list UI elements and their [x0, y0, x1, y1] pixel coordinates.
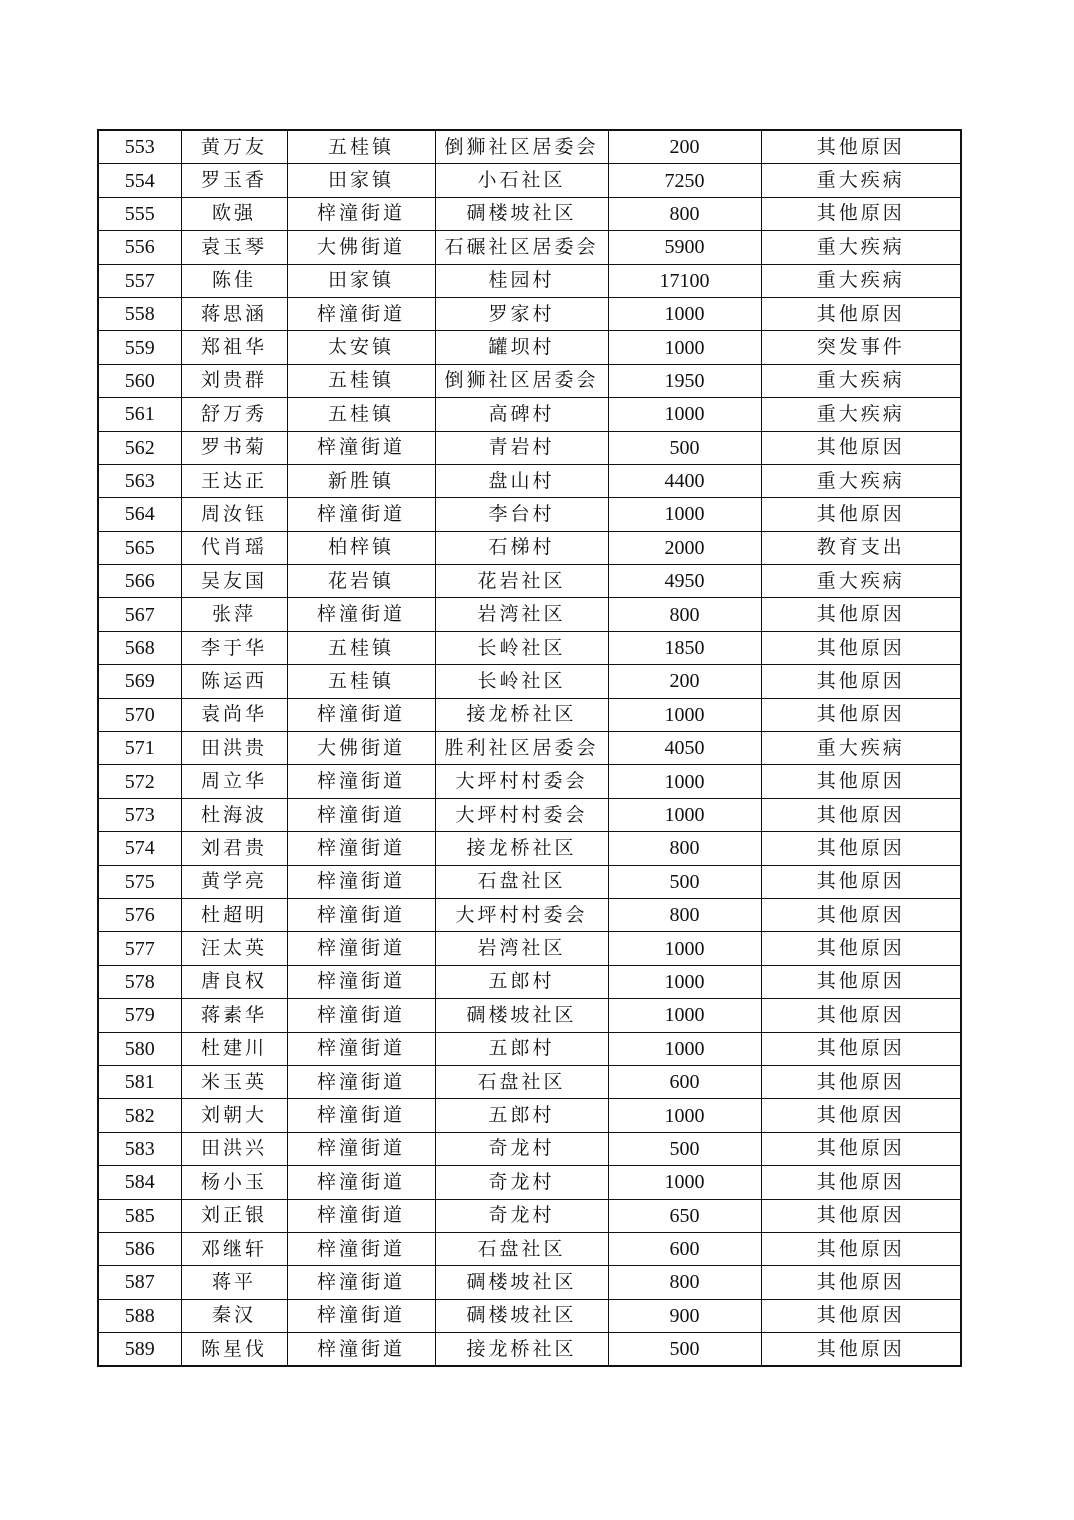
cell-amount: 650 — [608, 1199, 761, 1232]
cell-village: 石梯村 — [435, 531, 608, 564]
cell-amount: 800 — [608, 197, 761, 230]
cell-person-name: 蒋平 — [181, 1266, 287, 1299]
cell-person-name: 刘正银 — [181, 1199, 287, 1232]
cell-town: 梓潼街道 — [287, 1333, 435, 1367]
cell-village: 接龙桥社区 — [435, 1333, 608, 1367]
cell-village: 罗家村 — [435, 297, 608, 330]
cell-town: 梓潼街道 — [287, 1065, 435, 1098]
cell-serial-number: 555 — [98, 197, 181, 230]
cell-town: 太安镇 — [287, 331, 435, 364]
records-table-body — [98, 130, 961, 1366]
cell-reason: 其他原因 — [761, 832, 961, 865]
cell-reason: 其他原因 — [761, 965, 961, 998]
cell-village: 碉楼坡社区 — [435, 197, 608, 230]
cell-town: 梓潼街道 — [287, 297, 435, 330]
cell-person-name: 杨小玉 — [181, 1166, 287, 1199]
cell-amount: 17100 — [608, 264, 761, 297]
table-row — [98, 498, 961, 531]
cell-serial-number: 580 — [98, 1032, 181, 1065]
cell-reason: 其他原因 — [761, 297, 961, 330]
cell-village: 碉楼坡社区 — [435, 1299, 608, 1332]
cell-amount: 800 — [608, 598, 761, 631]
cell-amount: 900 — [608, 1299, 761, 1332]
cell-person-name: 田洪贵 — [181, 732, 287, 765]
cell-reason: 重大疾病 — [761, 732, 961, 765]
cell-town: 梓潼街道 — [287, 1199, 435, 1232]
cell-town: 梓潼街道 — [287, 1132, 435, 1165]
cell-village: 岩湾社区 — [435, 932, 608, 965]
cell-person-name: 唐良权 — [181, 965, 287, 998]
cell-serial-number: 568 — [98, 631, 181, 664]
cell-village: 奇龙村 — [435, 1166, 608, 1199]
cell-amount: 1000 — [608, 999, 761, 1032]
cell-town: 梓潼街道 — [287, 798, 435, 831]
cell-village: 倒狮社区居委会 — [435, 364, 608, 397]
cell-person-name: 欧强 — [181, 197, 287, 230]
cell-person-name: 罗玉香 — [181, 164, 287, 197]
cell-town: 梓潼街道 — [287, 498, 435, 531]
cell-serial-number: 554 — [98, 164, 181, 197]
cell-person-name: 郑祖华 — [181, 331, 287, 364]
cell-amount: 800 — [608, 1266, 761, 1299]
cell-person-name: 李于华 — [181, 631, 287, 664]
cell-serial-number: 576 — [98, 898, 181, 931]
cell-person-name: 汪太英 — [181, 932, 287, 965]
cell-village: 奇龙村 — [435, 1199, 608, 1232]
cell-reason: 重大疾病 — [761, 398, 961, 431]
cell-reason: 其他原因 — [761, 1032, 961, 1065]
cell-reason: 其他原因 — [761, 999, 961, 1032]
cell-town: 梓潼街道 — [287, 1166, 435, 1199]
cell-town: 梓潼街道 — [287, 999, 435, 1032]
table-row — [98, 398, 961, 431]
cell-reason: 其他原因 — [761, 1132, 961, 1165]
cell-person-name: 张萍 — [181, 598, 287, 631]
cell-serial-number: 577 — [98, 932, 181, 965]
cell-serial-number: 570 — [98, 698, 181, 731]
table-row — [98, 832, 961, 865]
cell-person-name: 舒万秀 — [181, 398, 287, 431]
table-row — [98, 865, 961, 898]
table-row — [98, 1232, 961, 1265]
table-row — [98, 331, 961, 364]
cell-person-name: 罗书菊 — [181, 431, 287, 464]
table-row — [98, 431, 961, 464]
cell-village: 长岭社区 — [435, 631, 608, 664]
cell-amount: 1000 — [608, 498, 761, 531]
table-row — [98, 631, 961, 664]
cell-serial-number: 556 — [98, 231, 181, 264]
cell-reason: 重大疾病 — [761, 231, 961, 264]
table-row — [98, 364, 961, 397]
cell-person-name: 刘君贵 — [181, 832, 287, 865]
cell-town: 梓潼街道 — [287, 932, 435, 965]
cell-person-name: 米玉英 — [181, 1065, 287, 1098]
cell-reason: 其他原因 — [761, 1333, 961, 1367]
cell-serial-number: 559 — [98, 331, 181, 364]
cell-person-name: 王达正 — [181, 464, 287, 497]
cell-reason: 教育支出 — [761, 531, 961, 564]
cell-village: 青岩村 — [435, 431, 608, 464]
cell-person-name: 周立华 — [181, 765, 287, 798]
cell-town: 田家镇 — [287, 164, 435, 197]
cell-amount: 500 — [608, 865, 761, 898]
cell-reason: 其他原因 — [761, 665, 961, 698]
cell-person-name: 周汝钰 — [181, 498, 287, 531]
table-row — [98, 464, 961, 497]
cell-village: 胜利社区居委会 — [435, 732, 608, 765]
cell-serial-number: 557 — [98, 264, 181, 297]
table-row — [98, 898, 961, 931]
cell-village: 碉楼坡社区 — [435, 1266, 608, 1299]
cell-amount: 1000 — [608, 932, 761, 965]
cell-village: 接龙桥社区 — [435, 698, 608, 731]
cell-village: 罐坝村 — [435, 331, 608, 364]
cell-person-name: 杜建川 — [181, 1032, 287, 1065]
cell-serial-number: 586 — [98, 1232, 181, 1265]
cell-town: 梓潼街道 — [287, 832, 435, 865]
cell-reason: 其他原因 — [761, 898, 961, 931]
table-row — [98, 1299, 961, 1332]
cell-person-name: 田洪兴 — [181, 1132, 287, 1165]
table-row — [98, 1266, 961, 1299]
cell-serial-number: 558 — [98, 297, 181, 330]
cell-reason: 其他原因 — [761, 631, 961, 664]
cell-village: 奇龙村 — [435, 1132, 608, 1165]
cell-amount: 1000 — [608, 398, 761, 431]
cell-serial-number: 587 — [98, 1266, 181, 1299]
cell-village: 石盘社区 — [435, 1065, 608, 1098]
cell-serial-number: 563 — [98, 464, 181, 497]
table-row — [98, 130, 961, 164]
cell-town: 梓潼街道 — [287, 1266, 435, 1299]
cell-reason: 其他原因 — [761, 932, 961, 965]
cell-amount: 500 — [608, 1132, 761, 1165]
cell-amount: 500 — [608, 1333, 761, 1367]
cell-serial-number: 562 — [98, 431, 181, 464]
cell-amount: 200 — [608, 665, 761, 698]
cell-reason: 其他原因 — [761, 498, 961, 531]
cell-town: 五桂镇 — [287, 130, 435, 164]
cell-reason: 其他原因 — [761, 1099, 961, 1132]
cell-reason: 突发事件 — [761, 331, 961, 364]
cell-serial-number: 579 — [98, 999, 181, 1032]
cell-reason: 重大疾病 — [761, 164, 961, 197]
cell-town: 梓潼街道 — [287, 431, 435, 464]
cell-village: 桂园村 — [435, 264, 608, 297]
table-row — [98, 565, 961, 598]
cell-serial-number: 567 — [98, 598, 181, 631]
cell-person-name: 代肖瑶 — [181, 531, 287, 564]
cell-serial-number: 573 — [98, 798, 181, 831]
table-row — [98, 932, 961, 965]
cell-serial-number: 588 — [98, 1299, 181, 1332]
table-row — [98, 665, 961, 698]
table-row — [98, 698, 961, 731]
cell-serial-number: 566 — [98, 565, 181, 598]
cell-person-name: 黄万友 — [181, 130, 287, 164]
cell-amount: 4400 — [608, 464, 761, 497]
table-row — [98, 197, 961, 230]
table-row — [98, 1199, 961, 1232]
cell-amount: 4950 — [608, 565, 761, 598]
cell-person-name: 陈佳 — [181, 264, 287, 297]
cell-reason: 重大疾病 — [761, 364, 961, 397]
cell-town: 五桂镇 — [287, 364, 435, 397]
cell-village: 长岭社区 — [435, 665, 608, 698]
cell-reason: 其他原因 — [761, 1065, 961, 1098]
cell-town: 梓潼街道 — [287, 1032, 435, 1065]
cell-serial-number: 575 — [98, 865, 181, 898]
cell-amount: 2000 — [608, 531, 761, 564]
cell-amount: 1850 — [608, 631, 761, 664]
cell-reason: 重大疾病 — [761, 565, 961, 598]
cell-town: 梓潼街道 — [287, 898, 435, 931]
cell-town: 田家镇 — [287, 264, 435, 297]
cell-reason: 其他原因 — [761, 1232, 961, 1265]
cell-serial-number: 582 — [98, 1099, 181, 1132]
cell-town: 梓潼街道 — [287, 965, 435, 998]
cell-village: 李台村 — [435, 498, 608, 531]
cell-amount: 1000 — [608, 765, 761, 798]
cell-serial-number: 572 — [98, 765, 181, 798]
cell-town: 五桂镇 — [287, 665, 435, 698]
table-row — [98, 264, 961, 297]
cell-village: 大坪村村委会 — [435, 798, 608, 831]
cell-town: 梓潼街道 — [287, 197, 435, 230]
cell-town: 梓潼街道 — [287, 865, 435, 898]
cell-village: 五郎村 — [435, 1032, 608, 1065]
cell-person-name: 吴友国 — [181, 565, 287, 598]
cell-amount: 200 — [608, 130, 761, 164]
cell-town: 梓潼街道 — [287, 765, 435, 798]
cell-serial-number: 561 — [98, 398, 181, 431]
cell-amount: 1000 — [608, 965, 761, 998]
cell-amount: 1000 — [608, 1032, 761, 1065]
cell-reason: 其他原因 — [761, 598, 961, 631]
cell-amount: 600 — [608, 1232, 761, 1265]
cell-reason: 重大疾病 — [761, 464, 961, 497]
cell-village: 石盘社区 — [435, 865, 608, 898]
cell-reason: 其他原因 — [761, 798, 961, 831]
cell-village: 石盘社区 — [435, 1232, 608, 1265]
cell-town: 大佛街道 — [287, 732, 435, 765]
cell-village: 盘山村 — [435, 464, 608, 497]
cell-amount: 500 — [608, 431, 761, 464]
cell-town: 梓潼街道 — [287, 1099, 435, 1132]
cell-amount: 1000 — [608, 297, 761, 330]
table-row — [98, 798, 961, 831]
table-row — [98, 1032, 961, 1065]
cell-person-name: 杜超明 — [181, 898, 287, 931]
cell-reason: 其他原因 — [761, 1299, 961, 1332]
table-row — [98, 231, 961, 264]
cell-person-name: 陈星伐 — [181, 1333, 287, 1367]
cell-village: 倒狮社区居委会 — [435, 130, 608, 164]
cell-serial-number: 564 — [98, 498, 181, 531]
cell-town: 柏梓镇 — [287, 531, 435, 564]
cell-reason: 其他原因 — [761, 130, 961, 164]
cell-reason: 其他原因 — [761, 1199, 961, 1232]
table-row — [98, 1132, 961, 1165]
cell-village: 岩湾社区 — [435, 598, 608, 631]
cell-serial-number: 589 — [98, 1333, 181, 1367]
cell-serial-number: 565 — [98, 531, 181, 564]
cell-village: 大坪村村委会 — [435, 898, 608, 931]
table-row — [98, 965, 961, 998]
assistance-records-table — [97, 129, 962, 1367]
cell-village: 五郎村 — [435, 1099, 608, 1132]
cell-reason: 其他原因 — [761, 865, 961, 898]
cell-amount: 4050 — [608, 732, 761, 765]
cell-village: 高碑村 — [435, 398, 608, 431]
cell-village: 小石社区 — [435, 164, 608, 197]
cell-amount: 600 — [608, 1065, 761, 1098]
cell-amount: 1000 — [608, 1099, 761, 1132]
cell-town: 梓潼街道 — [287, 698, 435, 731]
cell-person-name: 秦汉 — [181, 1299, 287, 1332]
cell-amount: 5900 — [608, 231, 761, 264]
cell-serial-number: 581 — [98, 1065, 181, 1098]
cell-amount: 1000 — [608, 798, 761, 831]
cell-person-name: 袁尚华 — [181, 698, 287, 731]
cell-person-name: 陈运西 — [181, 665, 287, 698]
cell-person-name: 袁玉琴 — [181, 231, 287, 264]
cell-serial-number: 553 — [98, 130, 181, 164]
cell-village: 接龙桥社区 — [435, 832, 608, 865]
table-row — [98, 999, 961, 1032]
table-row — [98, 531, 961, 564]
cell-town: 新胜镇 — [287, 464, 435, 497]
cell-serial-number: 578 — [98, 965, 181, 998]
table-row — [98, 732, 961, 765]
cell-reason: 其他原因 — [761, 197, 961, 230]
cell-village: 五郎村 — [435, 965, 608, 998]
cell-serial-number: 571 — [98, 732, 181, 765]
cell-village: 石碾社区居委会 — [435, 231, 608, 264]
cell-person-name: 黄学亮 — [181, 865, 287, 898]
cell-reason: 其他原因 — [761, 698, 961, 731]
cell-person-name: 邓继轩 — [181, 1232, 287, 1265]
cell-town: 梓潼街道 — [287, 598, 435, 631]
cell-village: 碉楼坡社区 — [435, 999, 608, 1032]
cell-person-name: 刘朝大 — [181, 1099, 287, 1132]
cell-serial-number: 583 — [98, 1132, 181, 1165]
cell-person-name: 蒋思涵 — [181, 297, 287, 330]
cell-town: 梓潼街道 — [287, 1232, 435, 1265]
cell-serial-number: 574 — [98, 832, 181, 865]
table-row — [98, 1166, 961, 1199]
table-row — [98, 164, 961, 197]
cell-serial-number: 569 — [98, 665, 181, 698]
cell-reason: 其他原因 — [761, 1166, 961, 1199]
cell-serial-number: 560 — [98, 364, 181, 397]
cell-serial-number: 584 — [98, 1166, 181, 1199]
cell-amount: 1000 — [608, 1166, 761, 1199]
cell-reason: 其他原因 — [761, 1266, 961, 1299]
cell-town: 梓潼街道 — [287, 1299, 435, 1332]
table-row — [98, 297, 961, 330]
cell-person-name: 蒋素华 — [181, 999, 287, 1032]
table-row — [98, 1099, 961, 1132]
cell-amount: 1000 — [608, 331, 761, 364]
cell-amount: 1000 — [608, 698, 761, 731]
cell-village: 花岩社区 — [435, 565, 608, 598]
table-row — [98, 1333, 961, 1367]
cell-amount: 800 — [608, 898, 761, 931]
cell-reason: 重大疾病 — [761, 264, 961, 297]
cell-town: 五桂镇 — [287, 631, 435, 664]
cell-town: 花岩镇 — [287, 565, 435, 598]
cell-person-name: 刘贵群 — [181, 364, 287, 397]
cell-amount: 1950 — [608, 364, 761, 397]
cell-village: 大坪村村委会 — [435, 765, 608, 798]
table-row — [98, 598, 961, 631]
cell-reason: 其他原因 — [761, 431, 961, 464]
cell-town: 大佛街道 — [287, 231, 435, 264]
cell-amount: 7250 — [608, 164, 761, 197]
cell-town: 五桂镇 — [287, 398, 435, 431]
table-row — [98, 1065, 961, 1098]
cell-amount: 800 — [608, 832, 761, 865]
cell-serial-number: 585 — [98, 1199, 181, 1232]
table-row — [98, 765, 961, 798]
cell-reason: 其他原因 — [761, 765, 961, 798]
cell-person-name: 杜海波 — [181, 798, 287, 831]
